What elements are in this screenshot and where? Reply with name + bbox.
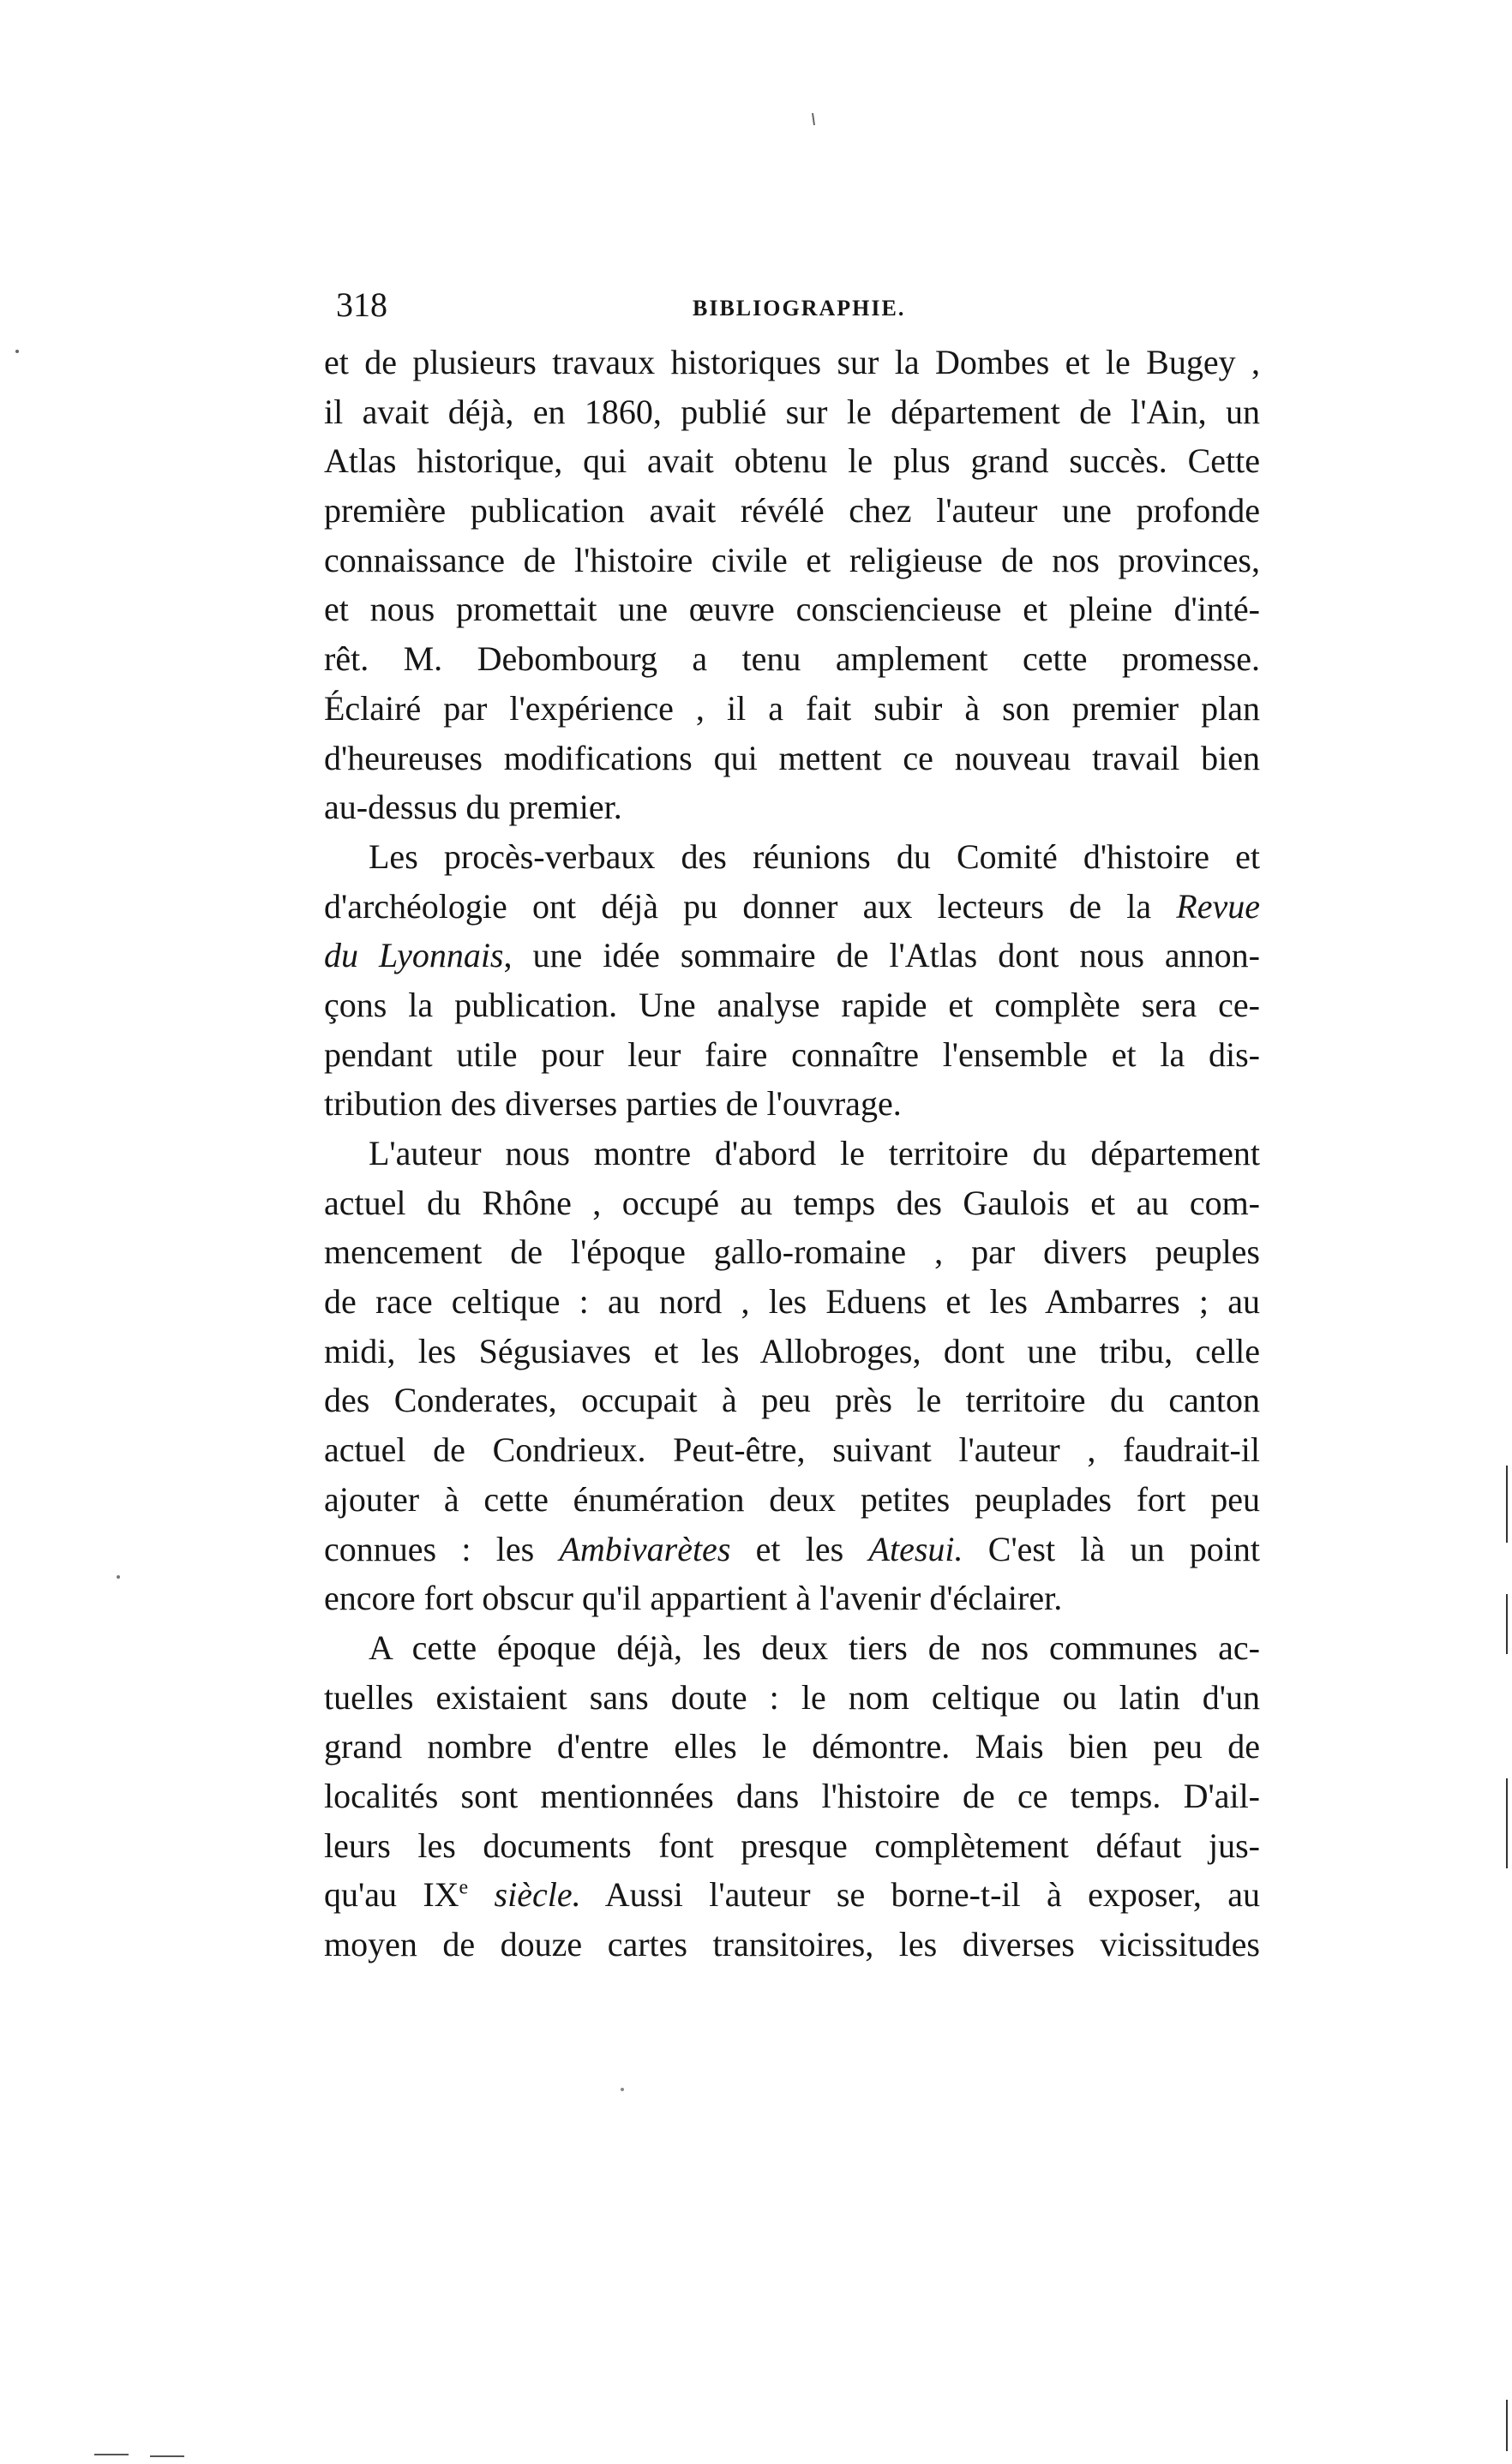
text-fragment: de race celtique : au nord , les Eduens et les Ambarres ; au xyxy=(324,1282,1260,1322)
superscript-text: e xyxy=(459,1876,469,1899)
text-line xyxy=(324,1920,1260,1969)
text-fragment: grand nombre d'entre elles le démontre. Mais bien peu de xyxy=(324,1727,1260,1766)
scan-dot-margin xyxy=(117,1575,120,1579)
text-line xyxy=(324,585,1260,634)
text-fragment: Atlas historique, qui avait obtenu le plus grand succès. Cette xyxy=(324,441,1260,481)
page-number: 318 xyxy=(336,285,387,324)
text-line xyxy=(324,1227,1260,1277)
text-fragment: d'heureuses modifications qui mettent ce nouveau travail bien xyxy=(324,738,1260,777)
text-line xyxy=(324,1574,1260,1623)
text-fragment: Aussi l'auteur se borne-t-il à exposer, au xyxy=(580,1875,1260,1915)
text-fragment: ajouter à cette énumération deux petites peuplades fort peu xyxy=(324,1479,1260,1519)
text-fragment: il avait déjà, en 1860, publié sur le département de l'Ain, un xyxy=(324,392,1260,431)
text-line xyxy=(324,782,1260,832)
text-line xyxy=(324,1673,1260,1723)
text-fragment: L'auteur nous montre d'abord le territoire du département xyxy=(369,1134,1260,1172)
text-line xyxy=(324,980,1260,1030)
text-fragment: et les xyxy=(730,1529,869,1568)
text-line xyxy=(324,1277,1260,1327)
text-fragment: actuel du Rhône , occupé au temps des Gaulois et au com- xyxy=(324,1183,1260,1222)
running-head: BIBLIOGRAPHIE. xyxy=(693,296,906,321)
text-line xyxy=(324,1623,1260,1673)
text-line xyxy=(324,1079,1260,1129)
text-line xyxy=(324,1178,1260,1228)
italic-text: Atesui. xyxy=(868,1529,963,1568)
text-fragment: mencement de l'époque gallo-romaine , par divers peuples xyxy=(324,1232,1260,1272)
text-line xyxy=(324,1327,1260,1376)
text-fragment: connues : les xyxy=(324,1529,560,1568)
italic-text: siècle. xyxy=(494,1875,581,1915)
text-fragment: première publication avait révélé chez l'auteur une profonde xyxy=(324,491,1260,531)
text-line xyxy=(324,486,1260,536)
text-fragment: d'archéologie ont déjà pu donner aux lecteurs de la xyxy=(324,886,1177,926)
text-line xyxy=(324,684,1260,734)
text-line xyxy=(324,931,1260,980)
scan-dot-left xyxy=(15,350,19,353)
text-line xyxy=(324,536,1260,585)
text-fragment: encore fort obscur qu'il appartient à l'avenir d'éclairer. xyxy=(324,1579,1063,1618)
text-line xyxy=(324,1722,1260,1772)
body-text xyxy=(324,338,1260,1969)
text-line xyxy=(324,1129,1260,1178)
italic-text: Revue xyxy=(1176,886,1260,926)
text-fragment: au-dessus du premier. xyxy=(324,788,622,827)
text-line xyxy=(324,1376,1260,1425)
text-fragment: et nous promettait une œuvre consciencieuse et pleine d'inté- xyxy=(324,590,1260,629)
text-line xyxy=(324,1870,1260,1920)
text-line xyxy=(324,832,1260,882)
text-fragment: Éclairé par l'expérience , il a fait subir à son premier plan xyxy=(324,688,1260,728)
text-line xyxy=(324,338,1260,387)
text-fragment: leurs les documents font presque complètement défaut jus- xyxy=(324,1826,1260,1865)
text-line xyxy=(324,1525,1260,1574)
text-fragment xyxy=(468,1875,494,1914)
text-line xyxy=(324,1475,1260,1525)
text-fragment: connaissance de l'histoire civile et religieuse de nos provinces, xyxy=(324,540,1260,579)
text-fragment: qu'au IX xyxy=(324,1875,459,1915)
text-fragment: moyen de douze cartes transitoires, les diverses vicissitudes xyxy=(324,1925,1260,1963)
page-header xyxy=(0,279,1512,331)
text-line xyxy=(324,436,1260,486)
text-line xyxy=(324,1425,1260,1475)
text-line xyxy=(324,1821,1260,1871)
text-fragment: et de plusieurs travaux historiques sur la Dombes et le Bugey , xyxy=(324,343,1260,381)
text-line xyxy=(324,634,1260,684)
text-fragment: localités sont mentionnées dans l'histoire de ce temps. D'ail- xyxy=(324,1776,1260,1815)
text-line xyxy=(324,1030,1260,1080)
text-line xyxy=(324,734,1260,783)
text-fragment: çons la publication. Une analyse rapide et complète sera ce- xyxy=(324,985,1260,1024)
text-fragment: actuel de Condrieux. Peut-être, suivant l'auteur , faudrait-il xyxy=(324,1430,1260,1470)
italic-text: Ambivarètes xyxy=(559,1529,731,1568)
scan-dot-bottom xyxy=(621,2088,624,2091)
text-fragment: C'est là un point xyxy=(963,1529,1260,1568)
text-line xyxy=(324,387,1260,437)
text-fragment: pendant utile pour leur faire connaître l'ensemble et la dis- xyxy=(324,1034,1260,1074)
text-fragment: , une idée sommaire de l'Atlas dont nous annon- xyxy=(503,936,1260,975)
text-fragment: tuelles existaient sans doute : le nom celtique ou latin d'un xyxy=(324,1677,1260,1717)
text-fragment: A cette époque déjà, les deux tiers de nos communes ac- xyxy=(369,1628,1260,1667)
text-fragment: des Conderates, occupait à peu près le territoire du canton xyxy=(324,1381,1260,1420)
italic-text: du Lyonnais xyxy=(324,936,504,975)
text-fragment: Les procès-verbaux des réunions du Comité d'histoire et xyxy=(369,836,1260,876)
text-line xyxy=(324,1772,1260,1821)
scan-mark-top xyxy=(813,113,814,125)
text-fragment: rêt. M. Debombourg a tenu amplement cette promesse. xyxy=(324,639,1260,679)
text-line xyxy=(324,882,1260,932)
text-fragment: tribution des diverses parties de l'ouvrage. xyxy=(324,1084,902,1124)
text-fragment: midi, les Ségusiaves et les Allobroges, dont une tribu, celle xyxy=(324,1331,1260,1370)
